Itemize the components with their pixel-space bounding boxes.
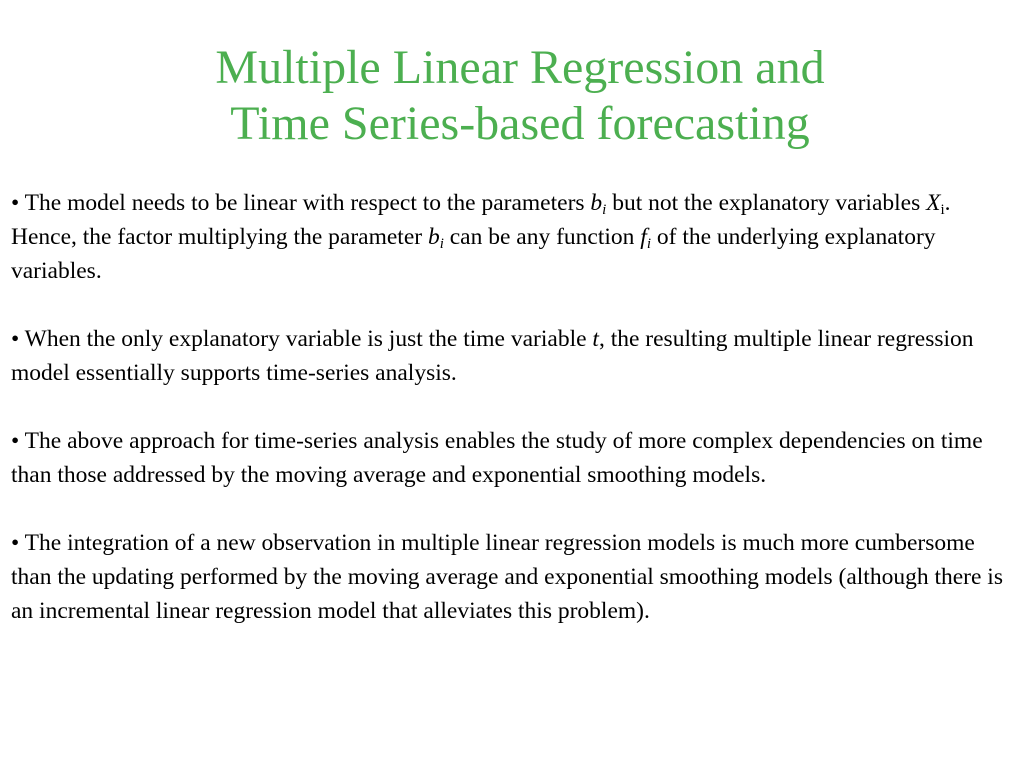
slide-title (100, 40, 940, 152)
var-t: t (592, 326, 599, 352)
title-line-2: Time Series-based forecasting (230, 97, 810, 150)
param-b: b (590, 190, 603, 216)
bullet-text: • When the only explanatory variable is just the time variable (11, 326, 593, 352)
func-f: f (640, 224, 647, 250)
bullet-text: of the underlying explanatory variables. (11, 224, 936, 284)
bullet-text: but not the explanatory variables (606, 190, 927, 216)
subscript-i: i (439, 236, 444, 252)
bullet-time-variable (11, 322, 1011, 390)
title-line-1: Multiple Linear Regression and (215, 41, 825, 94)
bullet-linearity (11, 186, 1011, 288)
bullet-text: • The model needs to be linear with respect to the parameters (11, 190, 591, 216)
bullet-integration: • The integration of a new observation in multiple linear regression models is much more cumbersome than the updating performed by the moving average and exponential smoothing models (although there is an incremental linear regression model that alleviates this problem). (11, 530, 1003, 624)
subscript-i: i (646, 236, 651, 252)
var-x: X (926, 190, 941, 216)
slide-body (11, 186, 1011, 628)
bullet-complex-dependencies: • The above approach for time-series analysis enables the study of more complex dependencies on time than those addressed by the moving average and exponential smoothing models. (11, 428, 983, 488)
subscript-i: i (602, 202, 607, 218)
bullet-text: , the resulting multiple linear regression model essentially supports time-series analysis. (11, 326, 974, 386)
param-b: b (427, 224, 440, 250)
bullet-text: can be any function (443, 224, 641, 250)
subscript-i: i (940, 202, 945, 218)
bullet-text: . Hence, the factor multiplying the parameter (11, 190, 951, 250)
